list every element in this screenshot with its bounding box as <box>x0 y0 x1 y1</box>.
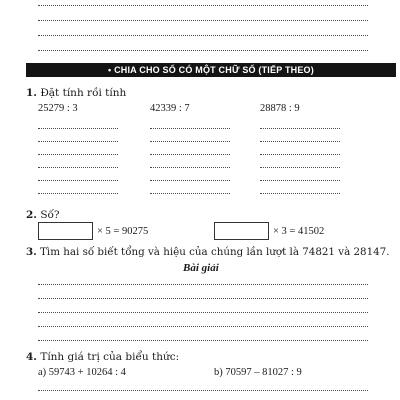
answer-line-top-3 <box>38 35 368 36</box>
question-3 <box>26 247 390 257</box>
work-line <box>260 128 340 129</box>
question-1 <box>26 88 126 99</box>
equation-2-b: × 3 = 41502 <box>273 226 325 237</box>
solution-heading: Bài giải <box>183 262 219 274</box>
work-line <box>150 128 230 129</box>
expression-4-a: a) 59743 + 10264 : 4 <box>38 367 126 378</box>
question-2 <box>26 210 60 221</box>
work-line <box>150 193 230 194</box>
question-4 <box>26 352 179 363</box>
work-line <box>38 167 118 168</box>
work-line <box>150 141 230 142</box>
question-2-prompt: Số? <box>40 209 60 221</box>
work-line <box>38 193 118 194</box>
work-line <box>150 154 230 155</box>
work-line <box>260 167 340 168</box>
answer-box-1[interactable] <box>38 222 93 240</box>
work-line <box>38 141 118 142</box>
solution-line <box>38 340 368 341</box>
work-line <box>150 167 230 168</box>
work-line <box>260 180 340 181</box>
question-3-number: 3. <box>26 246 37 258</box>
solution-line <box>38 284 368 285</box>
answer-line-top-2 <box>38 20 368 21</box>
problem-1-c: 28878 : 9 <box>260 103 300 114</box>
answer-line-top-4 <box>38 50 368 51</box>
answer-line-bottom <box>38 390 368 391</box>
expression-4-b: b) 70597 – 81027 : 9 <box>214 367 302 378</box>
answer-line-top-1 <box>38 5 368 6</box>
solution-line <box>38 298 368 299</box>
problem-1-b: 42339 : 7 <box>150 103 190 114</box>
work-line <box>38 128 118 129</box>
solution-line <box>38 326 368 327</box>
question-2-number: 2. <box>26 209 37 221</box>
section-title: • CHIA CHO SỐ CÓ MỘT CHỮ SỐ (TIẾP THEO) <box>26 63 396 77</box>
work-line <box>150 180 230 181</box>
solution-line <box>38 312 368 313</box>
equation-2-a: × 5 = 90275 <box>97 226 149 237</box>
question-1-prompt: Đặt tính rồi tính <box>40 87 127 99</box>
question-3-prompt: Tìm hai số biết tổng và hiệu của chúng lần lượt là 74821 và 28147. <box>40 246 390 258</box>
work-line <box>38 154 118 155</box>
answer-box-2[interactable] <box>214 222 269 240</box>
question-4-prompt: Tính giá trị của biểu thức: <box>40 351 180 363</box>
work-line <box>260 193 340 194</box>
problem-1-a: 25279 : 3 <box>38 103 78 114</box>
question-1-number: 1. <box>26 87 37 99</box>
work-line <box>260 154 340 155</box>
work-line <box>38 180 118 181</box>
question-4-number: 4. <box>26 351 37 363</box>
work-line <box>260 141 340 142</box>
